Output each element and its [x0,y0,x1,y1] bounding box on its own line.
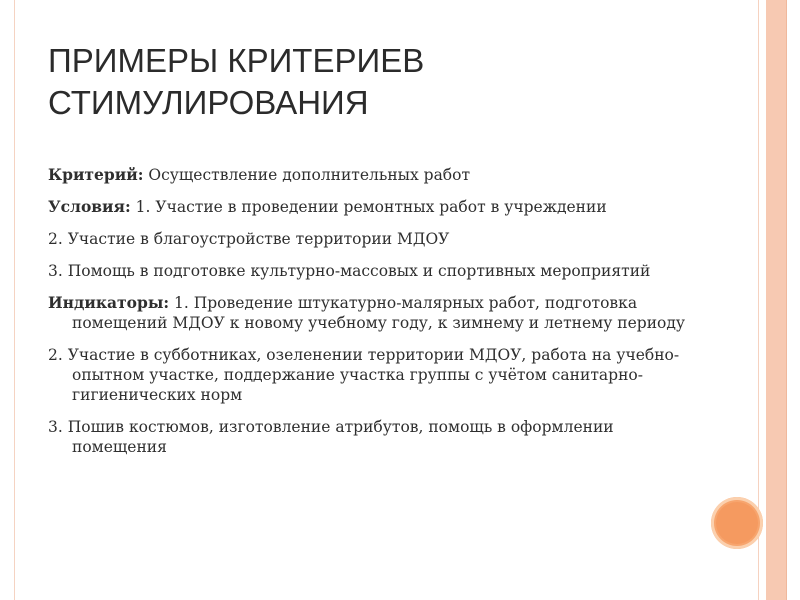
paragraph-indicators [48,293,708,333]
paragraph-indicator-2 [48,345,708,405]
slide-title-line-2: СТИМУЛИРОВАНИЯ [48,84,369,121]
paragraph-conditions [48,197,708,217]
paragraph-label: Индикаторы: [48,293,170,312]
paragraph-text: Осуществление дополнительных работ [143,166,471,184]
paragraph-condition-2 [48,229,708,249]
paragraph-label: Условия: [48,197,131,216]
frame-left-line [14,0,15,600]
paragraph-text: 1. Проведение штукатурно-малярных работ, подготовка помещений МДОУ к новому учебному году, к зимнему и летнему периоду [72,294,686,332]
paragraph-text: 1. Участие в проведении ремонтных работ в учреждении [130,198,607,216]
paragraph-text: 2. Участие в благоустройстве территории МДОУ [48,230,450,248]
decorative-circle-core [716,502,758,544]
paragraph-label: Критерий: [48,165,144,184]
frame-right-line [786,0,787,600]
slide-title [48,40,728,124]
paragraph-text: 3. Пошив костюмов, изготовление атрибутов, помощь в оформлении помещения [48,418,614,456]
paragraph-indicator-3 [48,417,708,457]
paragraph-text: 2. Участие в субботниках, озеленении территории МДОУ, работа на учебно-опытном участке, поддержание участка группы с учётом санитарно-гигиенических норм [48,346,680,404]
paragraph-criterion [48,165,708,185]
paragraph-condition-3 [48,261,708,281]
slide-body [48,165,708,469]
paragraph-text: 3. Помощь в подготовке культурно-массовых и спортивных мероприятий [48,262,651,280]
slide-title-line-1: ПРИМЕРЫ КРИТЕРИЕВ [48,42,425,79]
frame-right-band [766,0,786,600]
